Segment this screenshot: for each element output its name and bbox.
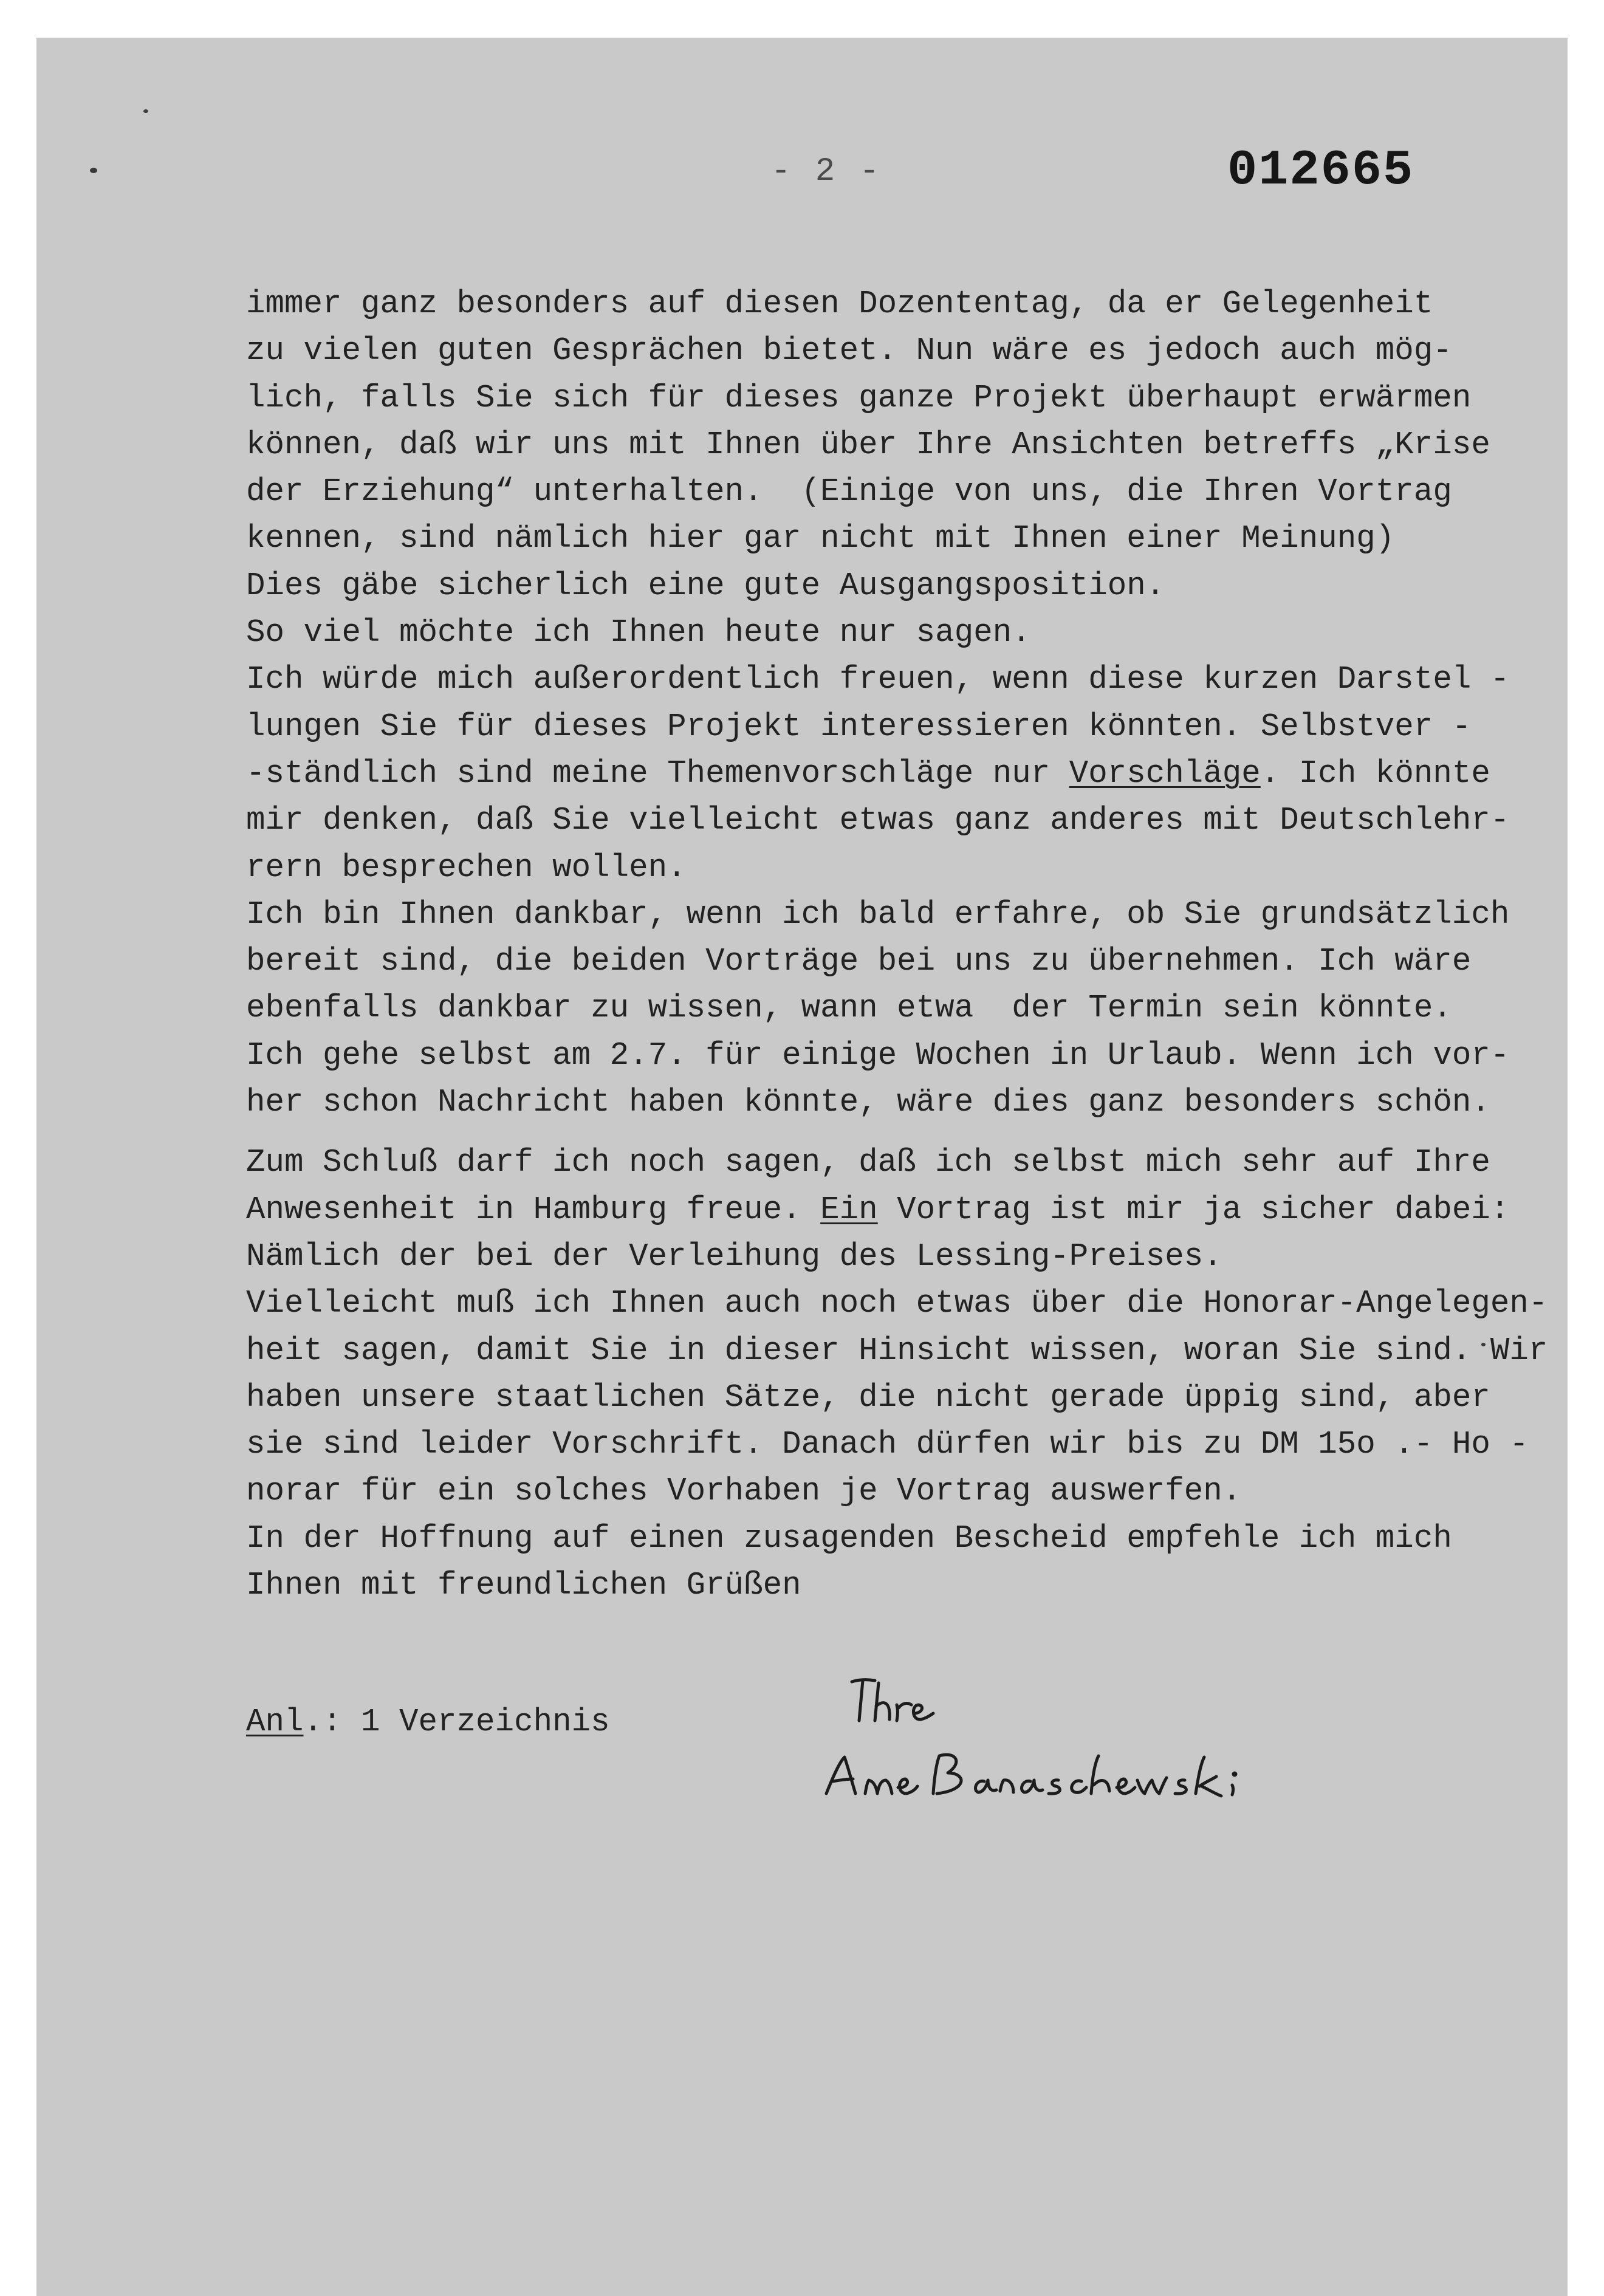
text-line: zu vielen guten Gesprächen bietet. Nun wäre es jedoch auch mög-	[246, 332, 1452, 369]
text-line: Ihnen mit freundlichen Grüßen	[246, 1567, 801, 1604]
underlined-word: Vorschläge	[1069, 755, 1261, 792]
text-line: her schon Nachricht haben könnte, wäre dies ganz besonders schön.	[246, 1084, 1490, 1121]
text-line: Nämlich der bei der Verleihung des Lessing-Preises.	[246, 1238, 1222, 1275]
text-line: Dies gäbe sicherlich eine gute Ausgangsposition.	[246, 567, 1165, 604]
paragraph-gap	[246, 1126, 1558, 1139]
paper-speck	[90, 168, 97, 173]
text-line: norar für ein solches Vorhaben je Vortrag auswerfen.	[246, 1473, 1242, 1510]
enclosure-note	[246, 1704, 610, 1740]
text-line	[246, 750, 1558, 797]
enclosure-abbr: Anl	[246, 1704, 304, 1740]
text-line: Ich würde mich außerordentlich freuen, wenn diese kurzen Darstel -	[246, 661, 1510, 698]
text-line: So viel möchte ich Ihnen heute nur sagen.	[246, 614, 1031, 651]
signature-drawing	[820, 1666, 1343, 1848]
text-line: In der Hoffnung auf einen zusagenden Bescheid empfehle ich mich	[246, 1520, 1452, 1557]
underlined-word: Ein	[820, 1191, 878, 1228]
text-line: haben unsere staatlichen Sätze, die nicht gerade üppig sind, aber	[246, 1379, 1490, 1416]
text-line: der Erziehung“ unterhalten. (Einige von uns, die Ihren Vortrag	[246, 473, 1452, 510]
text-line: kennen, sind nämlich hier gar nicht mit Ihnen einer Meinung)	[246, 520, 1395, 557]
text-line: mir denken, daß Sie vielleicht etwas ganz anderes mit Deutschlehr-	[246, 802, 1510, 839]
text-line: ebenfalls dankbar zu wissen, wann etwa der Termin sein könnte.	[246, 990, 1452, 1027]
letter-body	[246, 281, 1558, 1609]
page-number: - 2 -	[770, 153, 882, 190]
text-line: heit sagen, damit Sie in dieser Hinsicht wissen, woran Sie sind. Wir	[246, 1332, 1548, 1369]
text-segment: Vortrag ist mir ja sicher dabei:	[877, 1191, 1510, 1228]
text-line: Zum Schluß darf ich noch sagen, daß ich selbst mich sehr auf Ihre	[246, 1144, 1490, 1181]
document-sheet	[36, 38, 1568, 2296]
text-line: Ich bin Ihnen dankbar, wenn ich bald erfahre, ob Sie grundsätzlich	[246, 896, 1510, 933]
text-segment: Anwesenheit in Hamburg freue.	[246, 1191, 821, 1228]
text-line: Vielleicht muß ich Ihnen auch noch etwas über die Honorar-Angelegen-	[246, 1285, 1548, 1322]
text-line: immer ganz besonders auf diesen Dozententag, da er Gelegenheit	[246, 286, 1433, 322]
text-segment: . Ich könnte	[1260, 755, 1490, 792]
text-line: bereit sind, die beiden Vorträge bei uns zu übernehmen. Ich wäre	[246, 943, 1472, 980]
text-line: Ich gehe selbst am 2.7. für einige Wochen in Urlaub. Wenn ich vor-	[246, 1037, 1510, 1074]
enclosure-text: .: 1 Verzeichnis	[303, 1704, 610, 1740]
text-line: lich, falls Sie sich für dieses ganze Projekt überhaupt erwärmen	[246, 379, 1472, 416]
text-line: können, daß wir uns mit Ihnen über Ihre Ansichten betreffs „Krise	[246, 426, 1490, 463]
handwritten-signature	[820, 1666, 1343, 1848]
text-line	[246, 1187, 1558, 1233]
document-id-stamp: 012665	[1227, 142, 1414, 199]
text-segment: -ständlich sind meine Themenvorschläge nur	[246, 755, 1069, 792]
text-line: lungen Sie für dieses Projekt interessieren könnten. Selbstver -	[246, 708, 1472, 745]
text-line: sie sind leider Vorschrift. Danach dürfen wir bis zu DM 15o .- Ho -	[246, 1426, 1529, 1463]
paper-speck	[143, 109, 148, 113]
text-line: rern besprechen wollen.	[246, 849, 687, 886]
